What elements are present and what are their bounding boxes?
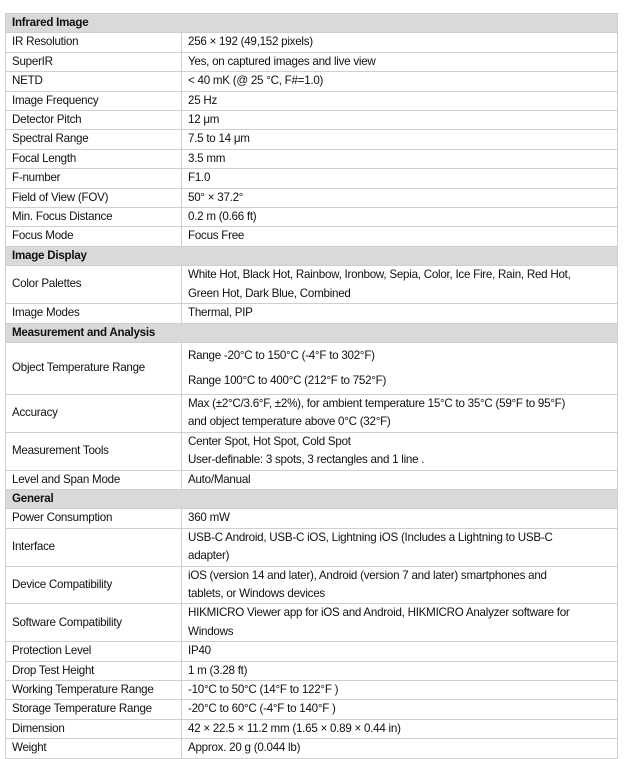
spec-label: Min. Focus Distance xyxy=(6,208,182,227)
section-header-measurement-and-analysis xyxy=(6,323,618,342)
spec-label: Power Consumption xyxy=(6,509,182,528)
spec-label: Working Temperature Range xyxy=(6,681,182,700)
spec-table xyxy=(5,13,618,759)
spec-label: Field of View (FOV) xyxy=(6,188,182,207)
spec-row-power-consumption xyxy=(6,509,618,528)
spec-label: Focus Mode xyxy=(6,227,182,246)
spec-value xyxy=(182,130,618,149)
spec-label: Device Compatibility xyxy=(6,566,182,604)
spec-row-detector-pitch xyxy=(6,111,618,130)
spec-row-measurement-tools xyxy=(6,432,618,470)
spec-value xyxy=(182,266,618,304)
spec-value xyxy=(182,470,618,489)
spec-value-line: -10°C to 50°C (14°F to 122°F ) xyxy=(188,683,339,696)
spec-value xyxy=(182,111,618,130)
spec-label: Color Palettes xyxy=(6,266,182,304)
spec-label: Drop Test Height xyxy=(6,661,182,680)
spec-label: Focal Length xyxy=(6,149,182,168)
spec-row-spectral-range xyxy=(6,130,618,149)
spec-value-line: 3.5 mm xyxy=(188,151,226,165)
spec-value-line: Auto/Manual xyxy=(188,472,251,486)
spec-value-line: 7.5 to 14 μm xyxy=(188,132,250,146)
spec-row-focal-length xyxy=(6,149,618,168)
spec-value-line: < 40 mK (@ 25 °C, F#=1.0) xyxy=(188,74,324,88)
spec-value xyxy=(182,719,618,738)
spec-label: Measurement Tools xyxy=(6,432,182,470)
spec-value-line: Thermal, PIP xyxy=(188,306,253,320)
section-header-image-display xyxy=(6,246,618,265)
spec-row-accuracy xyxy=(6,394,618,432)
spec-value xyxy=(182,642,618,661)
spec-value-line: -20°C to 60°C (-4°F to 140°F ) xyxy=(188,702,336,716)
spec-value xyxy=(182,394,618,432)
spec-label: Object Temperature Range xyxy=(6,342,182,394)
spec-value-line: USB-C Android, USB-C iOS, Lightning iOS (Includes a Lightning to USB-C xyxy=(188,530,553,544)
spec-value-line: adapter) xyxy=(188,549,230,563)
spec-value xyxy=(182,661,618,680)
spec-value-line: Yes, on captured images and live view xyxy=(188,54,376,68)
spec-row-protection-level xyxy=(6,642,618,661)
spec-row-interface xyxy=(6,528,618,566)
spec-label: Image Frequency xyxy=(6,91,182,110)
spec-label: Level and Span Mode xyxy=(6,470,182,489)
spec-value-line: 42 × 22.5 × 11.2 mm (1.65 × 0.89 × 0.44 in) xyxy=(188,721,401,735)
spec-row-color-palettes xyxy=(6,266,618,304)
spec-row-focus-mode xyxy=(6,227,618,246)
spec-value xyxy=(182,566,618,604)
spec-label: Protection Level xyxy=(6,642,182,661)
spec-row-weight xyxy=(6,739,618,758)
spec-row-object-temperature-range xyxy=(6,342,618,394)
spec-row-image-modes xyxy=(6,304,618,323)
spec-row-netd xyxy=(6,72,618,91)
spec-value-line: User-definable: 3 spots, 3 rectangles and 1 line . xyxy=(188,453,425,467)
spec-value-line: Windows xyxy=(188,624,234,638)
spec-row-image-frequency xyxy=(6,91,618,110)
spec-value xyxy=(182,604,618,642)
spec-label: Accuracy xyxy=(6,394,182,432)
spec-row-f-number xyxy=(6,169,618,188)
spec-value-line: White Hot, Black Hot, Rainbow, Ironbow, Sepia, Color, Ice Fire, Rain, Red Hot, xyxy=(188,268,571,282)
spec-row-min-focus-distance xyxy=(6,208,618,227)
spec-value xyxy=(182,681,618,700)
spec-value-line: IP40 xyxy=(188,644,211,658)
section-title: Measurement and Analysis xyxy=(6,323,618,342)
spec-value-line: 50° × 37.2° xyxy=(188,190,244,204)
spec-value xyxy=(182,188,618,207)
spec-row-superir xyxy=(6,52,618,71)
spec-row-storage-temperature-range xyxy=(6,700,618,719)
spec-row-level-and-span-mode xyxy=(6,470,618,489)
section-header-general xyxy=(6,489,618,508)
spec-label: Storage Temperature Range xyxy=(6,700,182,719)
spec-row-ir-resolution xyxy=(6,33,618,52)
spec-value xyxy=(182,72,618,91)
spec-value xyxy=(182,700,618,719)
spec-value-line: Max (±2°C/3.6°F, ±2%), for ambient temperature 15°C to 35°C (59°F to 95°F) xyxy=(188,396,566,410)
spec-value-line: HIKMICRO Viewer app for iOS and Android, HIKMICRO Analyzer software for xyxy=(188,606,570,620)
spec-value-line: Center Spot, Hot Spot, Cold Spot xyxy=(188,434,351,448)
spec-value xyxy=(182,208,618,227)
spec-value xyxy=(182,509,618,528)
spec-label: Weight xyxy=(6,739,182,758)
spec-value-line: Green Hot, Dark Blue, Combined xyxy=(188,286,351,300)
spec-row-working-temperature-range xyxy=(6,681,618,700)
spec-value-line: Approx. 20 g (0.044 lb) xyxy=(188,741,301,755)
spec-label: Dimension xyxy=(6,719,182,738)
spec-label: Software Compatibility xyxy=(6,604,182,642)
section-title: Infrared Image xyxy=(6,14,618,33)
spec-value-line: 0.2 m (0.66 ft) xyxy=(188,210,257,224)
spec-value-line: 25 Hz xyxy=(188,93,218,107)
spec-value xyxy=(182,342,618,394)
spec-value-line: 360 mW xyxy=(188,511,230,525)
spec-value xyxy=(182,149,618,168)
spec-value-line: Range 100°C to 400°C (212°F to 752°F) xyxy=(188,374,387,388)
spec-value-line: 256 × 192 (49,152 pixels) xyxy=(188,35,313,49)
spec-label: Image Modes xyxy=(6,304,182,323)
spec-value xyxy=(182,52,618,71)
spec-row-software-compatibility xyxy=(6,604,618,642)
spec-value-line: Range -20°C to 150°C (-4°F to 302°F) xyxy=(188,349,375,363)
spec-label: Detector Pitch xyxy=(6,111,182,130)
spec-label: NETD xyxy=(6,72,182,91)
spec-value-line: iOS (version 14 and later), Android (version 7 and later) smartphones and xyxy=(188,568,547,582)
spec-value xyxy=(182,739,618,758)
spec-value xyxy=(182,227,618,246)
spec-row-field-of-view-fov xyxy=(6,188,618,207)
spec-row-drop-test-height xyxy=(6,661,618,680)
spec-value-line: F1.0 xyxy=(188,171,211,185)
spec-value-line: Focus Free xyxy=(188,229,245,243)
spec-row-device-compatibility xyxy=(6,566,618,604)
spec-row-dimension xyxy=(6,719,618,738)
spec-value-line: 1 m (3.28 ft) xyxy=(188,663,248,677)
spec-label: F-number xyxy=(6,169,182,188)
spec-value xyxy=(182,304,618,323)
spec-value xyxy=(182,33,618,52)
section-title: General xyxy=(6,489,618,508)
spec-value xyxy=(182,432,618,470)
spec-value-line: tablets, or Windows devices xyxy=(188,586,325,600)
spec-label: IR Resolution xyxy=(6,33,182,52)
spec-value xyxy=(182,91,618,110)
spec-value xyxy=(182,528,618,566)
spec-value-line: and object temperature above 0°C (32°F) xyxy=(188,415,391,429)
spec-label: Spectral Range xyxy=(6,130,182,149)
section-header-infrared-image xyxy=(6,14,618,33)
spec-value xyxy=(182,169,618,188)
spec-label: SuperIR xyxy=(6,52,182,71)
spec-value-line: 12 μm xyxy=(188,113,220,127)
spec-label: Interface xyxy=(6,528,182,566)
section-title: Image Display xyxy=(6,246,618,265)
